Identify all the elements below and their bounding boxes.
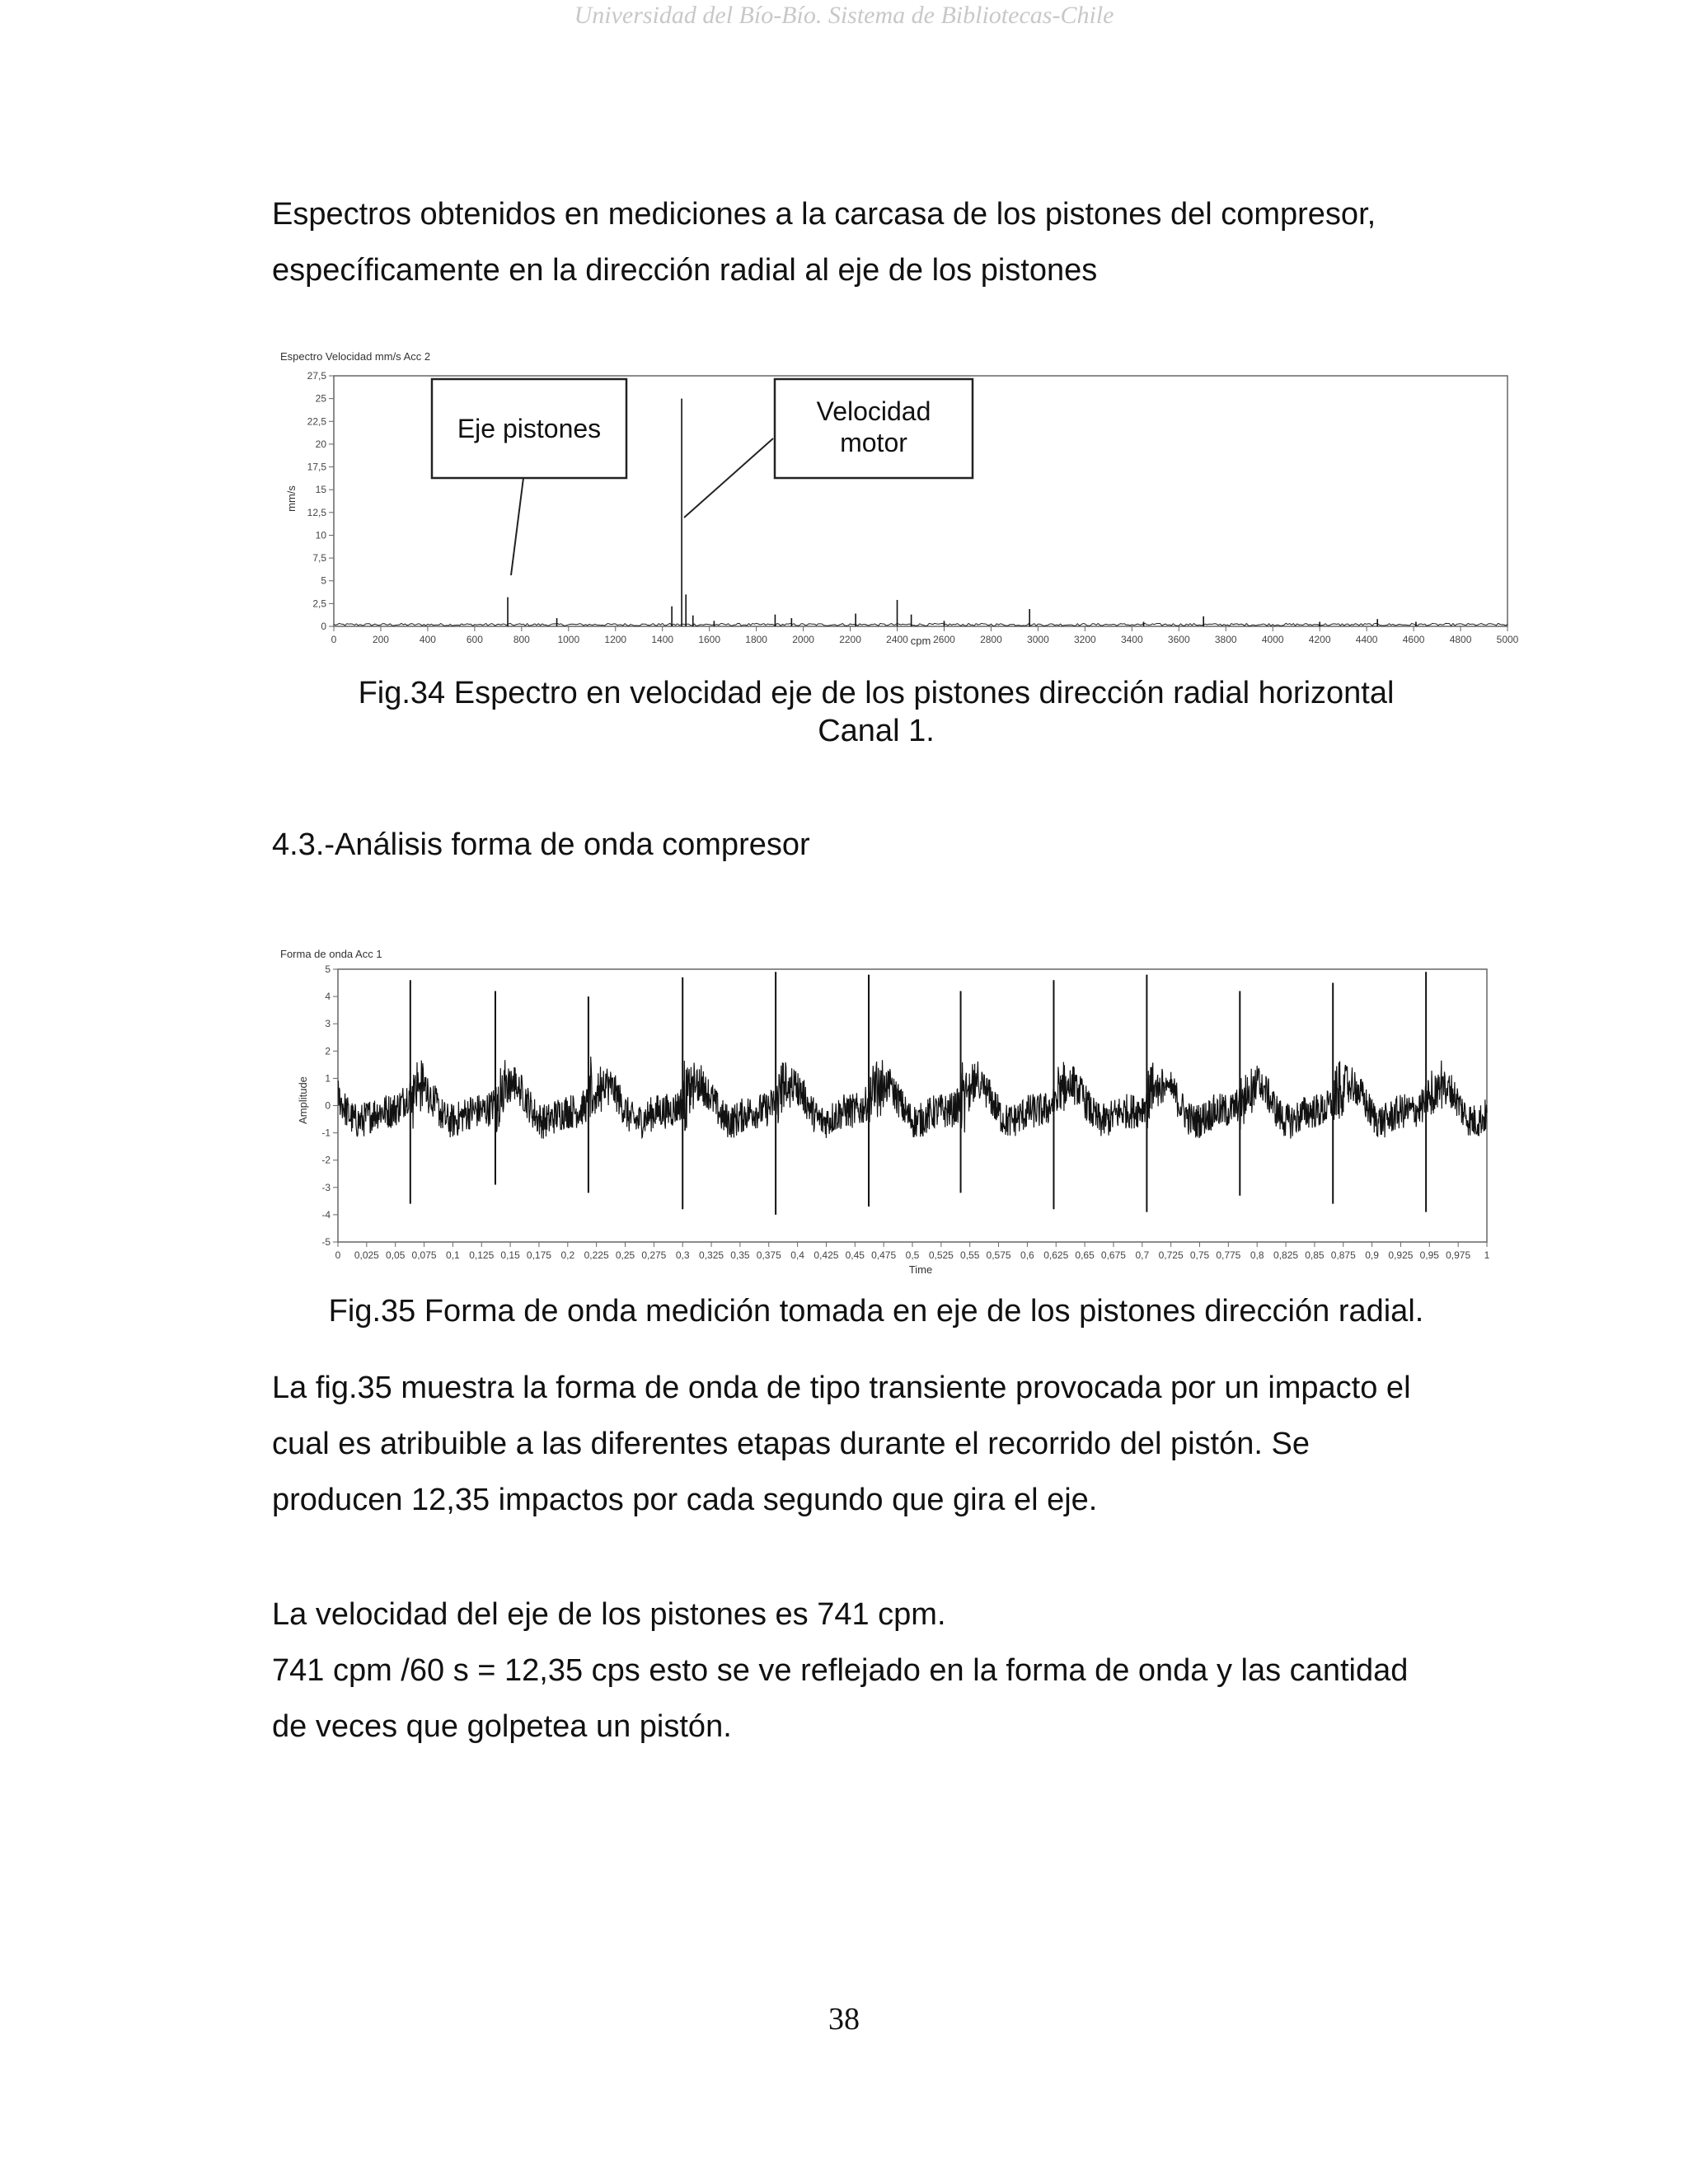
para1-line-2: cual es atribuible a las diferentes etapas durante el recorrido del pistón. Se	[272, 1427, 1310, 1461]
waveform-y-tick-label: 0	[325, 1099, 331, 1112]
spectrum-y-tick-label: 10	[315, 529, 326, 541]
spectrum-x-tick-label: 3800	[1214, 634, 1237, 645]
waveform-x-tick-label: 0,375	[756, 1249, 781, 1261]
spectrum-x-tick-label: 2800	[980, 634, 1002, 645]
waveform-x-tick-label: 0,625	[1043, 1249, 1069, 1261]
waveform-x-tick-label: 0,6	[1020, 1249, 1034, 1261]
spectrum-y-tick-label: 22,5	[307, 415, 326, 428]
waveform-x-tick-label: 0,8	[1250, 1249, 1264, 1261]
waveform-x-tick-label: 0,225	[584, 1249, 609, 1261]
waveform-x-tick-label: 0,075	[411, 1249, 437, 1261]
waveform-x-tick-label: 0,525	[928, 1249, 954, 1261]
spectrum-x-tick-label: 4400	[1355, 634, 1378, 645]
waveform-x-tick-label: 0,05	[386, 1249, 406, 1261]
spectrum-y-tick-label: 0	[321, 621, 326, 632]
waveform-x-tick-label: 0,575	[986, 1249, 1011, 1261]
spectrum-x-tick-label: 1600	[698, 634, 721, 645]
waveform-y-tick-label: -3	[321, 1181, 331, 1193]
waveform-x-tick-label: 0,475	[871, 1249, 897, 1261]
spectrum-x-tick-label: 1800	[745, 634, 767, 645]
fig34-caption	[272, 674, 1480, 750]
waveform-x-tick-label: 0,3	[675, 1249, 690, 1261]
waveform-x-tick-label: 0,2	[560, 1249, 575, 1261]
spectrum-y-tick-label: 15	[315, 484, 326, 496]
spectrum-x-tick-label: 3600	[1167, 634, 1190, 645]
waveform-x-tick-label: 0	[335, 1249, 341, 1261]
waveform-x-tick-label: 0,025	[354, 1249, 379, 1261]
para1-line-3: producen 12,35 impactos por cada segundo que gira el eje.	[272, 1483, 1098, 1517]
waveform-x-tick-label: 0,175	[526, 1249, 551, 1261]
waveform-x-tick-label: 0,275	[641, 1249, 667, 1261]
spectrum-x-tick-label: 5000	[1496, 634, 1519, 645]
fig34-caption-line-2: Canal 1.	[818, 714, 935, 748]
callout-eje-pistones: Eje pistones	[457, 414, 602, 443]
waveform-x-tick-label: 1	[1484, 1249, 1490, 1261]
waveform-x-tick-label: 0,925	[1388, 1249, 1414, 1261]
waveform-y-tick-label: 2	[325, 1045, 331, 1057]
waveform-chart	[272, 944, 1490, 1282]
spectrum-y-tick-label: 5	[321, 574, 326, 587]
waveform-x-tick-label: 0,975	[1446, 1249, 1471, 1261]
waveform-x-tick-label: 0,9	[1365, 1249, 1379, 1261]
intro-line-2: específicamente en la dirección radial al eje de los pistones	[272, 253, 1098, 288]
waveform-y-tick-label: -1	[321, 1127, 331, 1139]
waveform-x-tick-label: 0,5	[905, 1249, 920, 1261]
spectrum-x-tick-label: 3200	[1074, 634, 1096, 645]
waveform-y-tick-label: 4	[325, 991, 331, 1003]
para1-line-1: La fig.35 muestra la forma de onda de tipo transiente provocada por un impacto el	[272, 1371, 1411, 1405]
callout-velocidad: Velocidad	[816, 396, 931, 426]
section-heading: 4.3.-Análisis forma de onda compresor	[272, 827, 810, 862]
watermark: Universidad del Bío-Bío. Sistema de Bibliotecas-Chile	[574, 2, 1114, 29]
waveform-x-tick-label: 0,125	[469, 1249, 495, 1261]
spectrum-x-tick-label: 2200	[839, 634, 861, 645]
intro-paragraph	[272, 186, 1480, 298]
waveform-x-tick-label: 0,875	[1330, 1249, 1356, 1261]
para2-line-3: de veces que golpetea un pistón.	[272, 1709, 732, 1744]
spectrum-x-tick-label: 1200	[604, 634, 627, 645]
waveform-x-tick-label: 0,325	[699, 1249, 724, 1261]
waveform-y-tick-label: -5	[321, 1236, 331, 1248]
waveform-y-tick-label: 1	[325, 1072, 331, 1085]
waveform-x-tick-label: 0,725	[1158, 1249, 1184, 1261]
waveform-y-tick-label: 3	[325, 1018, 331, 1030]
spectrum-y-tick-label: 17,5	[307, 461, 326, 473]
waveform-x-tick-label: 0,95	[1419, 1249, 1439, 1261]
waveform-x-tick-label: 0,65	[1075, 1249, 1095, 1261]
spectrum-y-tick-label: 2,5	[312, 598, 326, 610]
spectrum-x-tick-label: 4000	[1261, 634, 1284, 645]
spectrum-x-tick-label: 600	[466, 634, 483, 645]
waveform-y-tick-label: -2	[321, 1154, 331, 1166]
waveform-x-tick-label: 0,35	[730, 1249, 750, 1261]
spectrum-title: Espectro Velocidad mm/s Acc 2	[280, 350, 431, 363]
waveform-x-tick-label: 0,775	[1216, 1249, 1241, 1261]
spectrum-x-tick-label: 4600	[1402, 634, 1425, 645]
waveform-x-label: Time	[908, 1263, 933, 1276]
spectrum-x-tick-label: 2400	[886, 634, 908, 645]
waveform-x-tick-label: 0,7	[1135, 1249, 1150, 1261]
waveform-x-tick-label: 0,825	[1273, 1249, 1299, 1261]
spectrum-x-tick-label: 1400	[651, 634, 674, 645]
body-paragraph-1	[272, 1360, 1480, 1528]
spectrum-x-tick-label: 2600	[933, 634, 955, 645]
spectrum-x-tick-label: 3000	[1027, 634, 1049, 645]
waveform-x-tick-label: 0,25	[615, 1249, 635, 1261]
spectrum-x-tick-label: 4800	[1449, 634, 1472, 645]
spectrum-noise-floor	[334, 623, 1507, 626]
spectrum-y-tick-label: 27,5	[307, 370, 326, 382]
waveform-y-label: Amplitude	[297, 1076, 309, 1124]
intro-line-1: Espectros obtenidos en mediciones a la carcasa de los pistones del compresor,	[272, 197, 1376, 232]
spectrum-x-tick-label: 800	[513, 634, 530, 645]
waveform-x-tick-label: 0,55	[960, 1249, 980, 1261]
waveform-y-tick-label: -4	[321, 1208, 331, 1221]
callout-leader-left	[511, 478, 523, 575]
spectrum-y-tick-label: 20	[315, 438, 326, 450]
spectrum-y-tick-label: 25	[315, 392, 326, 405]
spectrum-x-tick-label: 200	[372, 634, 389, 645]
page-number: 38	[828, 2002, 860, 2036]
callout-motor: motor	[840, 428, 907, 457]
body-paragraph-2	[272, 1586, 1480, 1755]
spectrum-chart	[272, 346, 1541, 651]
waveform-y-tick-label: 5	[325, 963, 331, 975]
para2-line-1: La velocidad del eje de los pistones es 741 cpm.	[272, 1597, 946, 1632]
spectrum-x-tick-label: 3400	[1120, 634, 1143, 645]
spectrum-x-tick-label: 2000	[792, 634, 814, 645]
waveform-x-tick-label: 0,675	[1100, 1249, 1126, 1261]
fig34-caption-line-1: Fig.34 Espectro en velocidad eje de los pistones dirección radial horizontal	[358, 676, 1395, 710]
spectrum-x-tick-label: 1000	[557, 634, 580, 645]
spectrum-y-tick-label: 12,5	[307, 506, 326, 518]
waveform-x-tick-label: 0,75	[1189, 1249, 1210, 1261]
waveform-x-tick-label: 0,1	[446, 1249, 460, 1261]
waveform-x-tick-label: 0,85	[1305, 1249, 1325, 1261]
spectrum-x-tick-label: 0	[331, 634, 337, 645]
callout-leader-right	[684, 438, 773, 518]
para2-line-2: 741 cpm /60 s = 12,35 cps esto se ve reflejado en la forma de onda y las cantidad	[272, 1653, 1409, 1688]
spectrum-x-tick-label: 400	[419, 634, 436, 645]
fig35-caption: Fig.35 Forma de onda medición tomada en eje de los pistones dirección radial.	[328, 1294, 1424, 1329]
spectrum-y-tick-label: 7,5	[312, 552, 326, 565]
spectrum-y-label: mm/s	[285, 485, 298, 512]
waveform-x-tick-label: 0,45	[845, 1249, 865, 1261]
waveform-series-line	[338, 1057, 1487, 1139]
spectrum-x-label: cpm	[910, 635, 931, 647]
waveform-x-tick-label: 0,4	[790, 1249, 804, 1261]
waveform-x-tick-label: 0,15	[500, 1249, 520, 1261]
waveform-x-tick-label: 0,425	[814, 1249, 839, 1261]
spectrum-x-tick-label: 4200	[1308, 634, 1331, 645]
waveform-title: Forma de onda Acc 1	[280, 948, 382, 960]
